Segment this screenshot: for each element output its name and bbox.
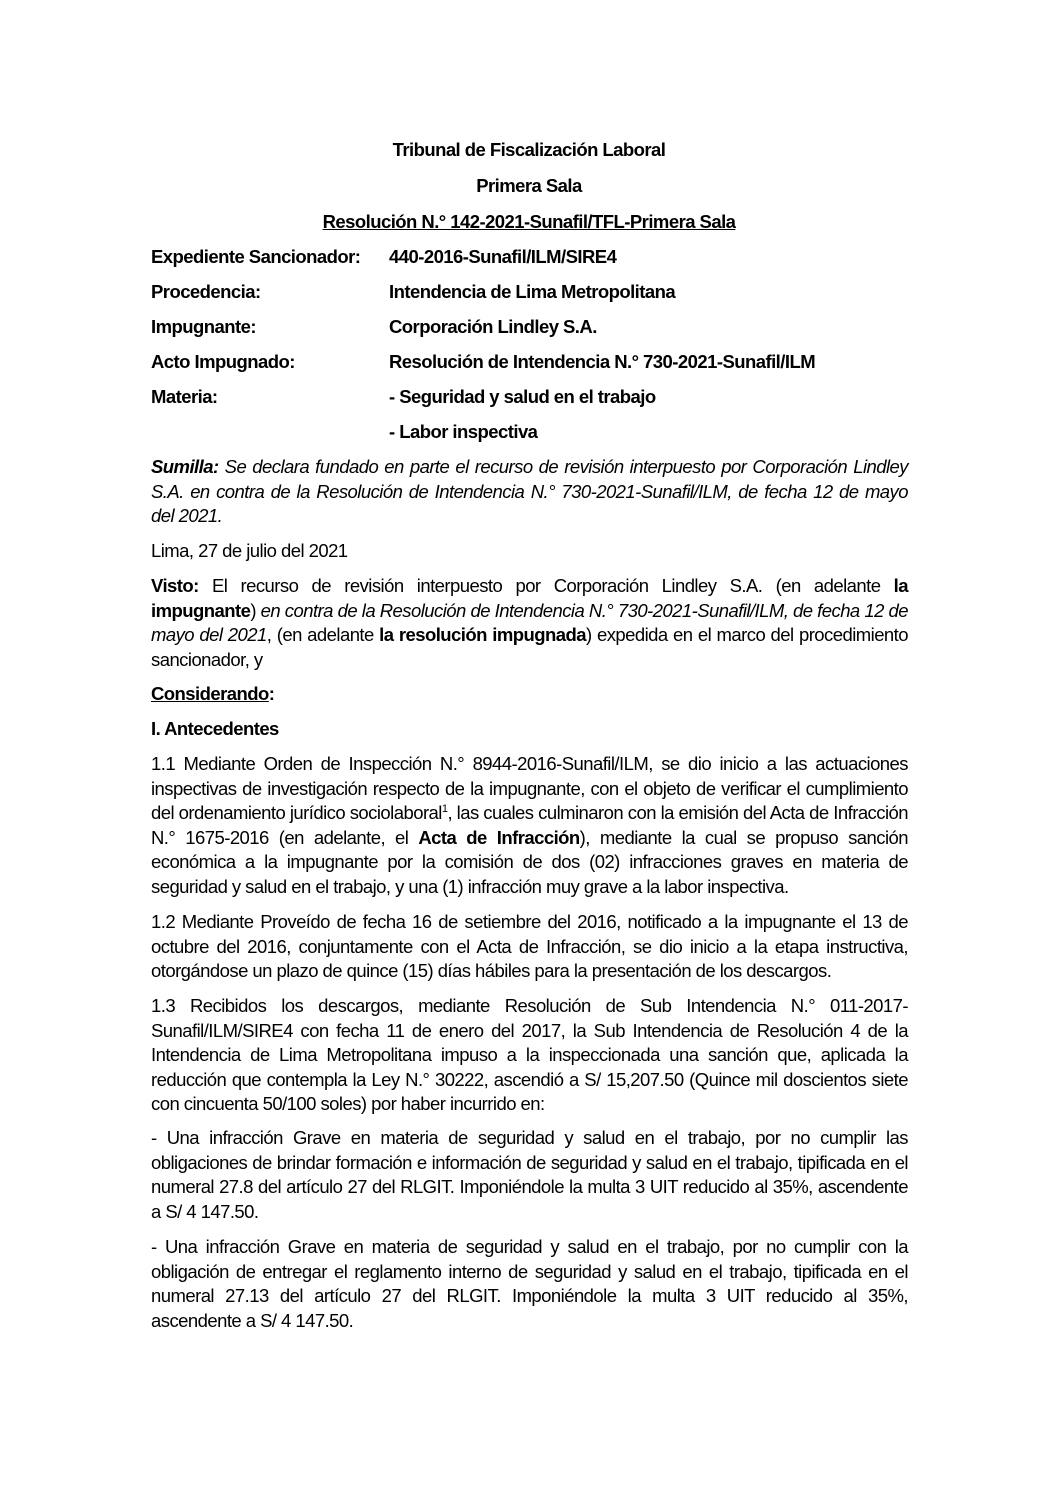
meta-value-materia-1: - Seguridad y salud en el trabajo [389, 386, 656, 407]
header-tribunal: Tribunal de Fiscalización Laboral [392, 139, 666, 160]
bullet-infraccion-1: - Una infracción Grave en materia de seguridad y salud en el trabajo, por no cumplir las obligaciones de brindar formación e información de seguridad y salud en el trabajo, tipificada en el numeral 27.8 del artículo 27 del RLGIT. Imponiéndole la multa 3 UIT reducido al 35%, ascendente a S/ 4 147.50. [151, 1127, 908, 1222]
footnote-ref-1[interactable]: 1 [441, 802, 448, 815]
visto-label: Visto: [151, 575, 199, 596]
bullet-infraccion-2: - Una infracción Grave en materia de seguridad y salud en el trabajo, por no cumplir con la obligación de entregar el reglamento interno de seguridad y salud en el trabajo, tipificada en el numeral 27.13 del artículo 27 del RLGIT. Imponiéndole la multa 3 UIT reducido al 35%, ascendente a S/ 4 147.50. [151, 1236, 908, 1331]
paragraph-1-1 [151, 752, 908, 899]
section-title: I. Antecedentes [151, 718, 279, 739]
considerando-colon: : [268, 683, 275, 704]
visto-text-4: ) expedida en el marco del procedimiento sancionador, y [151, 624, 909, 670]
paragraph-1-3: 1.3 Recibidos los descargos, mediante Resolución de Sub Intendencia N.° 011-2017-Sunafil/ILM/SIRE4 con fecha 11 de enero del 2017, la Sub Intendencia de Resolución 4 de la Intendencia de Lima Metropolitana impuso a la inspeccionada una sanción que, aplicada la reducción que contempla la Ley N.° 30222, ascendió a S/ 15,207.50 (Quince mil doscientos siete con cincuenta 50/100 soles) por haber incurrido en: [151, 995, 908, 1114]
header-resolucion: Resolución N.° 142-2021-Sunafil/TFL-Primera Sala [322, 211, 736, 232]
meta-value-materia-2: - Labor inspectiva [389, 421, 538, 442]
visto-text-1: El recurso de revisión interpuesto por Corporación Lindley S.A. (en adelante [198, 575, 894, 596]
sumilla-text: Se declara fundado en parte el recurso de revisión interpuesto por Corporación Lindley S.A. en contra de la Resolución de Intendencia N.° 730-2021-Sunafil/ILM, de fecha 12 de mayo del 2021. [151, 456, 908, 526]
meta-value-impugnante: Corporación Lindley S.A. [389, 316, 597, 337]
meta-value-acto: Resolución de Intendencia N.° 730-2021-Sunafil/ILM [389, 351, 816, 372]
paragraph-1-2: 1.2 Mediante Proveído de fecha 16 de setiembre del 2016, notificado a la impugnante el 13 de octubre del 2016, conjuntamente con el Acta de Infracción, se dio inicio a la etapa instructiva, otorgándose un plazo de quince (15) días hábiles para la presentación de los descargos. [151, 911, 908, 981]
p11-bold-acta: Acta de Infracción [418, 826, 580, 848]
meta-label-acto: Acto Impugnado: [151, 351, 295, 372]
sumilla-label: Sumilla: [151, 456, 219, 477]
sumilla-paragraph [151, 455, 908, 529]
meta-label-impugnante: Impugnante: [151, 316, 256, 337]
visto-bold-resolucion-impugnada: la resolución impugnada [379, 624, 586, 645]
visto-text-2: ) [250, 599, 261, 621]
considerando-word: Considerando [151, 683, 269, 704]
header-sala: Primera Sala [476, 175, 582, 196]
p11-text-2: , las cuales culminaron con la emisión del Acta de Infracción N.° 1675-2016 (en adelante, el [151, 802, 908, 848]
considerando-heading [151, 682, 908, 707]
visto-paragraph [151, 574, 908, 672]
meta-value-expediente: 440-2016-Sunafil/ILM/SIRE4 [389, 246, 617, 267]
meta-value-procedencia: Intendencia de Lima Metropolitana [389, 281, 676, 302]
date-line: Lima, 27 de julio del 2021 [151, 540, 348, 561]
meta-label-procedencia: Procedencia: [151, 281, 261, 302]
meta-label-materia: Materia: [151, 386, 218, 407]
p11-text-3: ), mediante la cual se propuso sanción económica a la impugnante por la comisión de dos (02) infracciones graves en materia de seguridad y salud en el trabajo, y una (1) infracción muy grave a la labor inspectiva. [151, 826, 909, 897]
visto-bold-impugnante: la impugnante [151, 575, 908, 621]
p11-text-1: 1.1 Mediante Orden de Inspección N.° 8944-2016-Sunafil/ILM, se dio inicio a las actuaciones inspectivas de investigación respecto de la impugnante, con el objeto de verificar el cumplimiento del ordenamiento jurídico sociolaboral [151, 753, 908, 823]
visto-text-3: , (en adelante [266, 624, 380, 645]
meta-label-expediente: Expediente Sancionador: [151, 246, 361, 267]
visto-italic-resolucion: en contra de la Resolución de Intendencia N.° 730-2021-Sunafil/ILM, de fecha 12 de mayo del 2021 [151, 599, 908, 645]
